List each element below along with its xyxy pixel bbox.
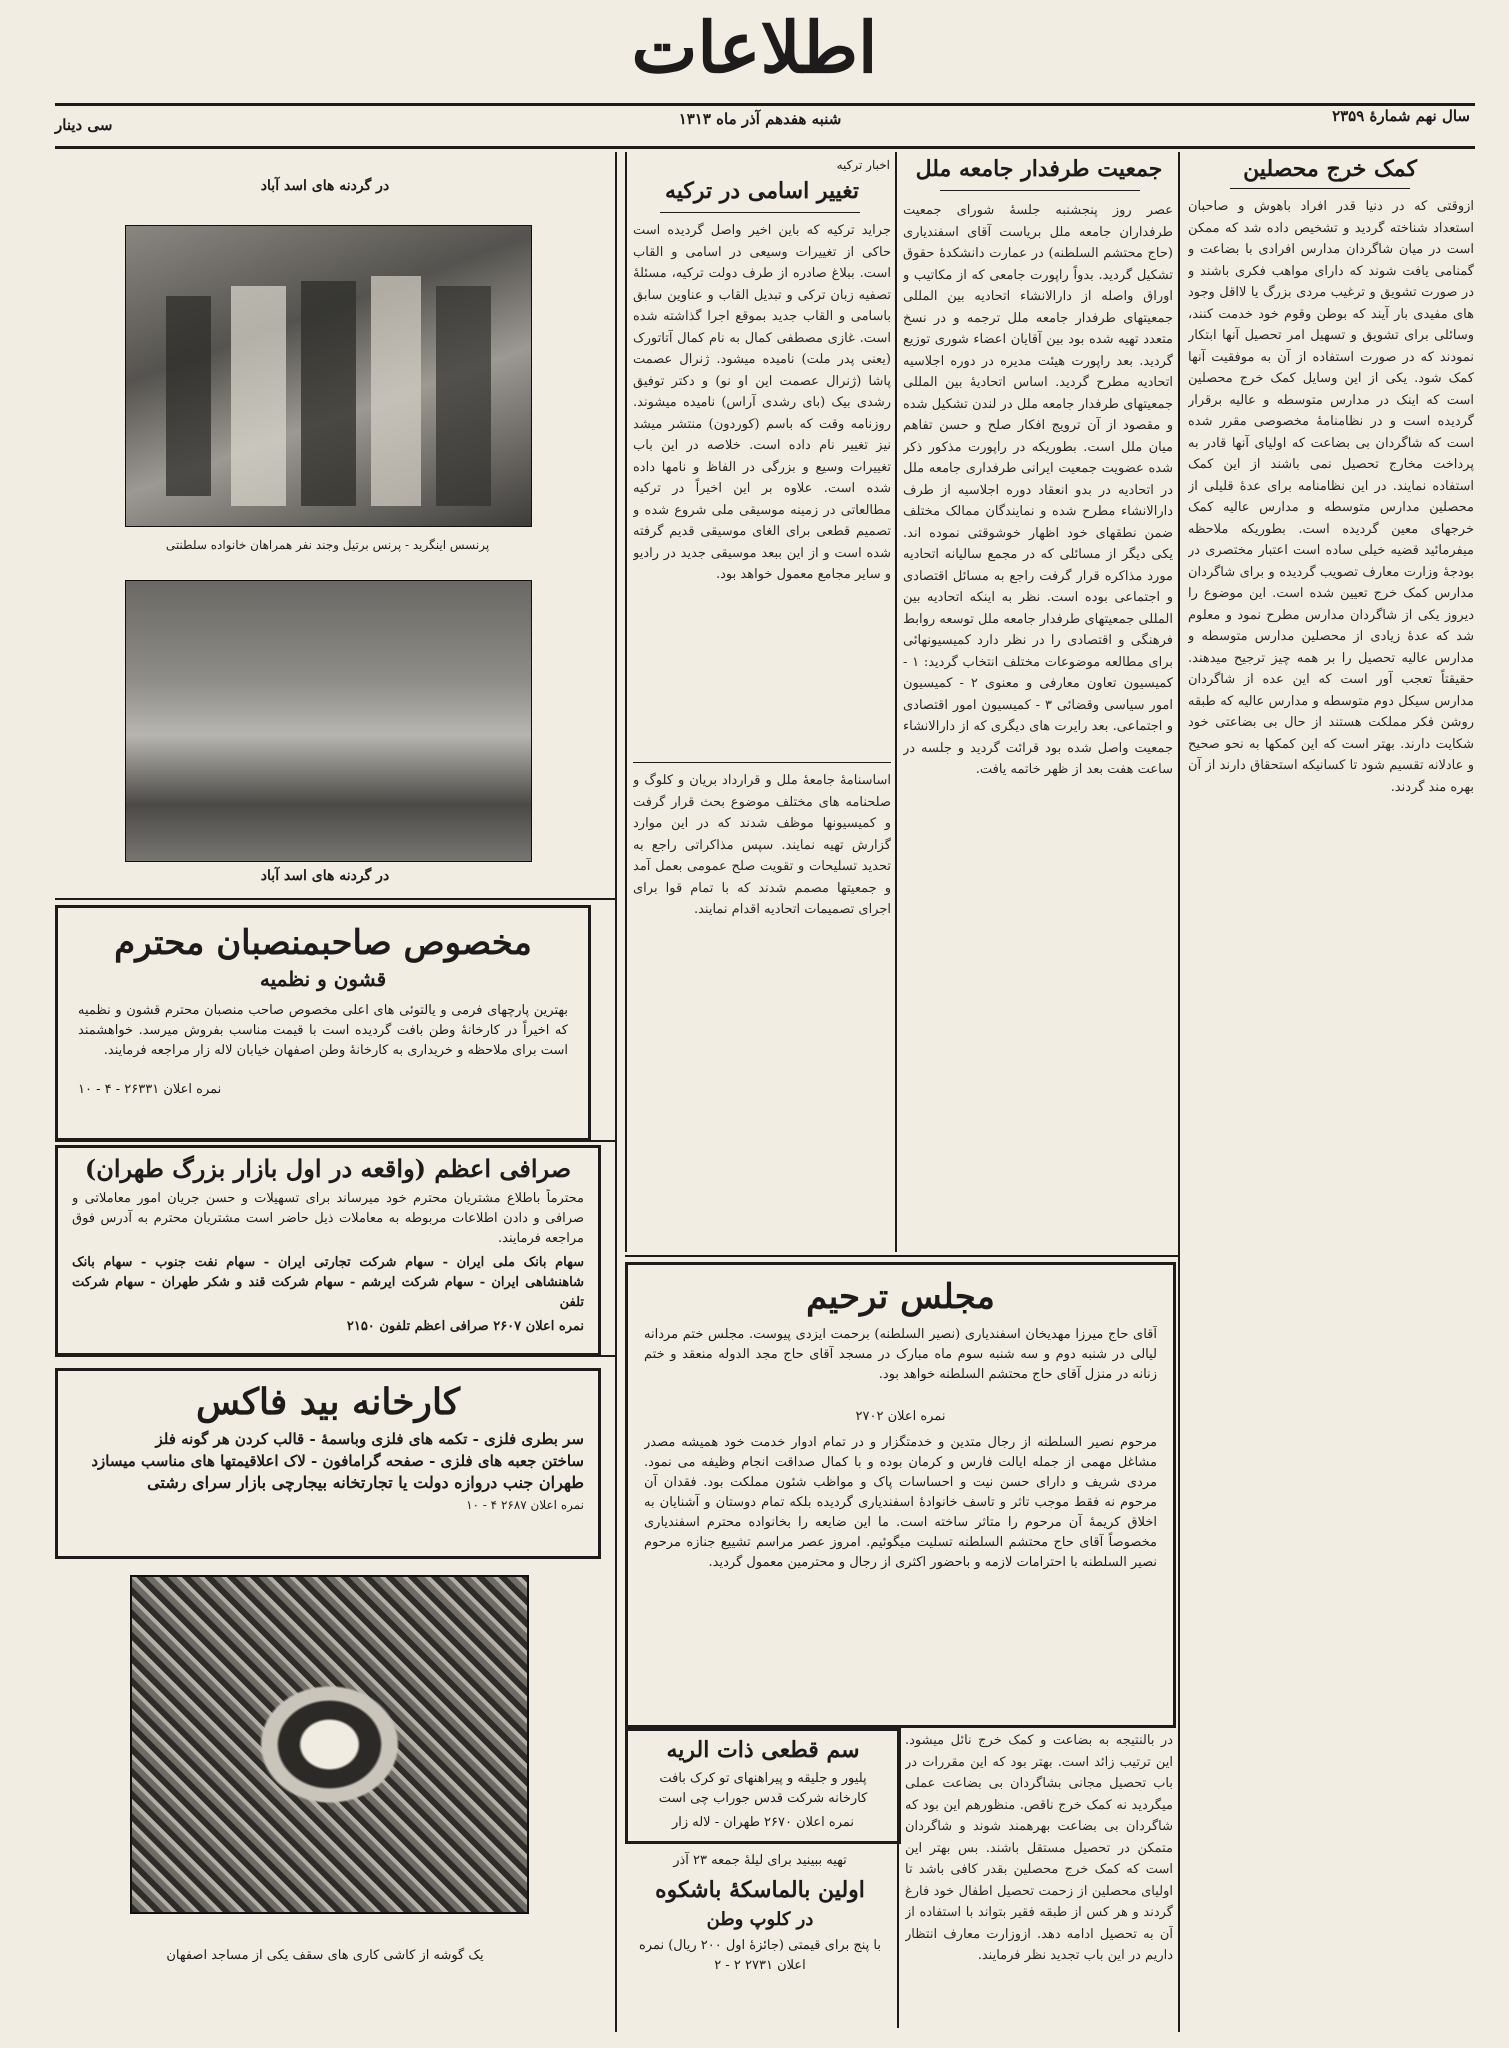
article-body-league-of-nations: عصر روز پنجشنبه جلسهٔ شورای جمعیت طرفداران جامعه ملل بریاست آقای اسفندیاری (حاج محتشم السلطنه) در عمارت دانشکدهٔ حقوق تشکیل گردید. بدواً راپورت جامعی که از مکاتیب و اوراق واصله از دارالانشاء اتحادیه بین المللی جمعیتهای طرفدار جامعه ملل ترجمه و در نسخ متعدد تهیه شده بود بین آقایان اعضاء شوری توزیع گردید. بعد راپورت هیئت مدیره در دوره اجلاسیه اتحادیه مطرح گردید. اساس اتحادیهٔ بین المللی جمعیتهای طرفدار جامعه ملل در لندن تشکیل شده و مقصود از آن ترویج افکار صلح و حسن تفاهم میان ملل است. بطوریکه در راپورت مذکور ذکر شده عضویت جمعیت ایرانی طرفداری جامعه ملل در اتحادیه در بدو انعقاد دوره اجلاسیه از طرف دارالانشاء مطرح شده و نمایندگان ممالک مختلف ضمن نطقهای خود اظهار خوشوقتی نموده اند. یکی دیگر از مسائلی که در مجمع سالیانه اتحادیه مورد مذاکره قرار گرفت راجع به مسائل اقتصادی و اجتماعی بوده است. نظر به اینکه اتحادیه بین المللی جمعیتهای طرفدار جامعه ملل توسعه روابط فرهنگی و اقتصادی را در نظر دارد کمیسیونهائی برای مطالعه موضوعات مختلف انتخاب گردید: ۱ - کمیسیون تعاون معارفی و معنوی ۲ - کمیسیون امور سیاسی وقضائی ۳ - کمیسیون امور اقتصادی و اجتماعی. بعد رایرت های دیگری که از دارالانشاء جمعیت واصل شده بود قرائت گردید و جلسه در ساعت هفت بعد از ظهر خاتمه یافت. (903, 203, 1173, 777)
price: سی دینار (55, 116, 113, 134)
ad-officers-title: مخصوص صاحبمنصبان محترم (114, 923, 532, 963)
ad-sweaters-title: سم قطعی ذات الریه (666, 1737, 860, 1763)
column-divider (897, 1728, 899, 2028)
title-underline (940, 190, 1140, 191)
ad-officers-subtitle: قشون و نظمیه (259, 967, 387, 991)
section-divider (625, 1255, 1178, 1257)
section-kicker: اخبار ترکیه (836, 158, 890, 172)
column-divider (625, 152, 627, 1252)
ad-exchange-title: صرافی اعظم (واقعه در اول بازار بزرگ طهران) (84, 1154, 572, 1183)
section-divider (633, 762, 891, 763)
ad-sweaters-body: پلیور و جلیقه و پیراهنهای تو کرک بافت کارخانه شرکت قدس جوراب چی است (658, 1771, 868, 1806)
ad-exchange-footer: نمره اعلان ۲۶۰۷ صرافی اعظم تلفون ۲۱۵۰ (346, 1319, 584, 1334)
photo-caption-tilework: یک گوشه از کاشی کاری های سقف یکی از مساجد اصفهان (166, 1948, 484, 1963)
article-title-turkey-names: تغییر اسامی در ترکیه (664, 178, 860, 204)
ad-officers-ref: نمره اعلان ۲۶۳۳۱ - ۴ - ۱۰ (78, 1082, 222, 1097)
article-title-league-of-nations: جمعیت طرفدار جامعه ملل (915, 156, 1163, 182)
issue-number: سال نهم شمارهٔ ۲۳۵۹ (1332, 107, 1470, 125)
article-body-continuation: اساسنامهٔ جامعهٔ ملل و قرارداد بریان و کلوگ و صلحنامه های مختلف موضوع بحث قرار گرفت و کمیسیونها موظف شدند که در این موارد گزارش تهیه نمایند. سپس مذاکراتی راجع به تحدید تسلیحات و تقویت صلح عمومی بعمل آمد و جمعیتها مصمم شدند که با تمام قوا برای اجرای تصمیمات اتحادیه اقدام نمایند. (633, 773, 891, 917)
ad-factory-line1: سر بطری فلزی - تکمه های فلزی وباسمهٔ - قالب کردن هر گونه فلز (155, 1430, 584, 1448)
column-divider (615, 152, 617, 2032)
photo-caption-mountain: در گردنه های اسد آباد (260, 868, 390, 884)
ad-exchange-body: محترماً باطلاع مشتریان محترم خود میرساند برای تسهیلات و حسن جریان امور معاملاتی و صرافی و دادن اطلاعات مربوطه به معاملات ذیل حاضر است مشتریان محترم به آدرس فوق مراجعه فرمایند. (72, 1191, 584, 1246)
masthead (0, 0, 1509, 95)
ad-officers-body: بهترین پارچهای فرمی و یالتوئی های اعلی مخصوص صاحب منصبان محترم قشون و نظمیه که اخیراً در کارخانهٔ وطن بافت گردیده است با قیمت مناسب بفروش میرسد. خواهشمند است برای ملاحظه و خریداری به کارخانهٔ وطن اصفهان خیابان لاله زار مراجعه فرمایند. (78, 1003, 568, 1058)
ad-ball-title: اولین بالماسکهٔ باشکوه (655, 1877, 865, 1903)
title-underline (660, 212, 860, 213)
column-divider (895, 152, 897, 1252)
photo-caption-royal: پرنسس اینگرید - پرنس برتیل وجند نفر همراهان خانواده سلطنتی (165, 538, 490, 552)
ad-exchange-items: سهام بانک ملی ایران - سهام شرکت تجارتی ایران - سهام نفت جنوب - سهام بانک شاهنشاهی ایران - سهام شرکت ایرشم - سهام شرکت قند و شکر طهران - سهام شرکت تلفن (72, 1255, 584, 1310)
ad-bidfox-factory (55, 1368, 601, 1559)
ad-factory-line2: ساختن جعبه های فلزی - صفحه گرامافون - لاک اعلاقیمتها های مناسب میسازد (91, 1452, 584, 1470)
ad-exchange (55, 1145, 601, 1356)
ad-ball-venue: در کلوپ وطن (706, 1909, 814, 1930)
photo-figures (126, 226, 531, 526)
article-continuation-bottom: در بالنتیجه به بضاعت و کمک خرج نائل میشود. این ترتیب زائد است. بهتر بود که این مقررات در باب تحصیل مجانی بشاگردان بی بضاعت عملی میگردید نه کمک خرج ناقص. منظورهم این بود که شاگردان بی بضاعت بهرهمند شوند و شاگردان متمکن در تحصیل مستقل باشند. بس بهتر این است که کمک خرج محصلین بقدر کافی باشد تا اولیای محصلین از زحمت تحصیل اطفال خود فارغ گردند و هر کس از طبقه فقیر بتواند با استفاده از آن به تحصیل ادامه دهد. ازوزارت معارف انتظار داریم در این باب تجدید نظر فرمایند. (905, 1733, 1173, 1963)
funeral-ref: نمره اعلان ۲۷۰۲ (855, 1409, 946, 1424)
article-body-student-aid: ازوقتی که در دنیا قدر افراد باهوش و صاحبان استعداد شناخته گردید و تشخیص داده شد که ممکن است در میان شاگردان مدارس افرادی با بضاعت و گمنامی یافت شوند که دارای مواهب فکری باشند و در صورت تشویق و ترغیب مردی بزرگ یا لااقل وجود های مفیدی بار آیند که بوطن وقوم خود خدمت کنند، وسائلی برای تشویق و تسهیل امر تحصیل آنها ابتکار نمودند که در صورت استفاده از آن به موفقیت آنها کمک شود. یکی از این وسایل کمک خرج محصلین است که اینک در مدارس متوسطه و عالیه برقرار گردیده است و در نظامنامهٔ مخصوصی مقرر شده است که شاگردان بی بضاعت که اولیای آنها قادر به پرداخت مخارج تحصیل نمی باشند از این کمک استفاده نمایند. در این نظامنامه برای عدهٔ قلیلی از محصلین مدارس متوسطه و مدارس عالیه کمک خرجهای معین گردیده است. بطوریکه ملاحظه میفرمائید قضیه خیلی ساده است اعتبار مختصری در بودجهٔ وزارت معارف تصویب گردیده و برای شاگردان مدارس کمک خرج تعیین شده است. این موضوع را دیروز یکی از شاگردان مدارس مطرح نمود و معلوم شد که عدهٔ زیادی از محصلین مدارس متوسطه و مدارس عالیه تحصیل را بر همه چیز ترجیح میدهند. حقیقتاً تعجب آور است که این عده از شاگردان مدارس سیکل دوم متوسطه و مدارس عالیه که طبقه روشن فکر مملکت هستند از حال بی بضاعتی خود شکایت دارند. بهتر است که این کمکها به نحو صحیح و عادلانه تقسیم شود تا کسانیکه استحقاق دارند از آن بهره مند گردند. (1188, 199, 1474, 795)
ad-sweaters (625, 1728, 901, 1844)
funeral-intro: آقای حاج میرزا مهدیخان اسفندیاری (نصیر السلطنه) برحمت ایزدی پیوست. مجلس ختم مردانه لیالی در شنبه دوم و سه شنبه سوم ماه مبارک در مسجد آقای حاج مجد الدوله منعقد و ختم زنانه در منزل آقای حاج محتشم السلطنه خواهد بود. (644, 1327, 1157, 1382)
ad-factory-footer: نمره اعلان ۲۶۸۷ ۴ - ۱۰ (466, 1498, 584, 1512)
column-divider (1178, 152, 1180, 2032)
ad-factory-line3: طهران جنب دروازه دولت یا تجارتخانه بیجارچی بازار سرای رشتی (147, 1473, 584, 1492)
newspaper-title: اطلاعات (631, 6, 878, 89)
photo-caption-top: در گردنه های اسد آباد (260, 178, 390, 194)
article-title-student-aid: کمک خرج محصلین (1243, 156, 1417, 182)
section-divider (55, 1355, 615, 1357)
date-line: شنبه هفدهم آذر ماه ۱۳۱۳ (678, 110, 842, 128)
article-body-turkey-names: جراید ترکیه که باین اخیر واصل گردیده است حاکی از تغییرات وسیعی در اسامی و القاب است. ببلاغ صادره از طرف دولت ترکیه، مسئلهٔ تصفیه زبان ترکی و تبدیل القاب و عناوین سابق باسامی و القاب جدید بموقع اجرا گذاشته شده است. غازی مصطفی کمال به نام کمال آتاتورک (یعنی پدر ملت) نامیده میشود. ژنرال عصمت پاشا (ژنرال عصمت این او نو) و دکتر توفیق رشدی بیک (بای رشدی آراس) نامیده میشوند. روزنامه وقت که باسم (کوردون) منتشر میشد نیز تغییر نام داده است. خلاصه در این باب تغییرات وسیع و بزرگی در الفاظ و نامها داده شده است. علاوه بر این اخیراً در ترکیه مطالعاتی در زمینه موسیقی ملی شروع شده و تصمیم قطعی برای الغای موسیقی قدیم گرفته شده است و از این ببعد موسیقی جدید در رادیو و سایر مجامع معمول خواهد بود. (633, 223, 891, 582)
funeral-title: مجلس ترحیم (806, 1277, 995, 1317)
photo-mosque-tilework (130, 1575, 529, 1914)
photo-mountain-pass (125, 580, 532, 862)
ad-ball-intro: تهیه ببینید برای لیلهٔ جمعه ۲۳ آذر (673, 1853, 847, 1868)
funeral-notice (625, 1262, 1176, 1728)
ad-officers (55, 905, 591, 1141)
photo-royal-family (125, 225, 532, 527)
funeral-body: مرحوم نصیر السلطنه از رجال متدین و خدمتگزار و در تمام ادوار خدمت خود همیشه مصدر مشاغل مهمی از جمله ایالت فارس و کرمان بوده و با کمال صداقت انجام وظیفه می نمود. مردی شریف و دارای حسن نیت و احساسات پاک و مواظب شئون مملکت بود. فقدان آن مرحوم نه فقط موجب تاثر و تاسف خانوادهٔ اسفندیاری گردیده بلکه تمام دوستان و آشنایان به اخلاق کریمهٔ آن مرحوم را متاثر ساخته است. ما این ضایعه را بخانواده محترم اسفندیاری مخصوصاً آقای حاج محتشم السلطنه تسلیت میگوئیم. امروز عصر مراسم تشییع جنازه مرحوم نصیر السلطنه با احترامات لازمه و باحضور اکثری از رجال و محترمین معمول گردید. (644, 1435, 1157, 1570)
section-divider (55, 898, 615, 900)
masthead-rule-top (55, 103, 1475, 106)
ad-sweaters-footer: نمره اعلان ۲۶۷۰ طهران - لاله زار (671, 1815, 855, 1830)
masthead-rule-bottom (55, 146, 1475, 149)
section-divider (55, 1140, 615, 1142)
title-underline (1230, 188, 1410, 189)
ad-masquerade-ball (625, 1845, 895, 2025)
ad-ball-footer: با پنج برای قیمتی (جائزهٔ اول ۲۰۰ ریال) نمره اعلان ۲۷۳۱ ۲ - ۲ (638, 1938, 882, 1973)
ad-factory-title: کارخانه بید فاکس (195, 1381, 461, 1423)
